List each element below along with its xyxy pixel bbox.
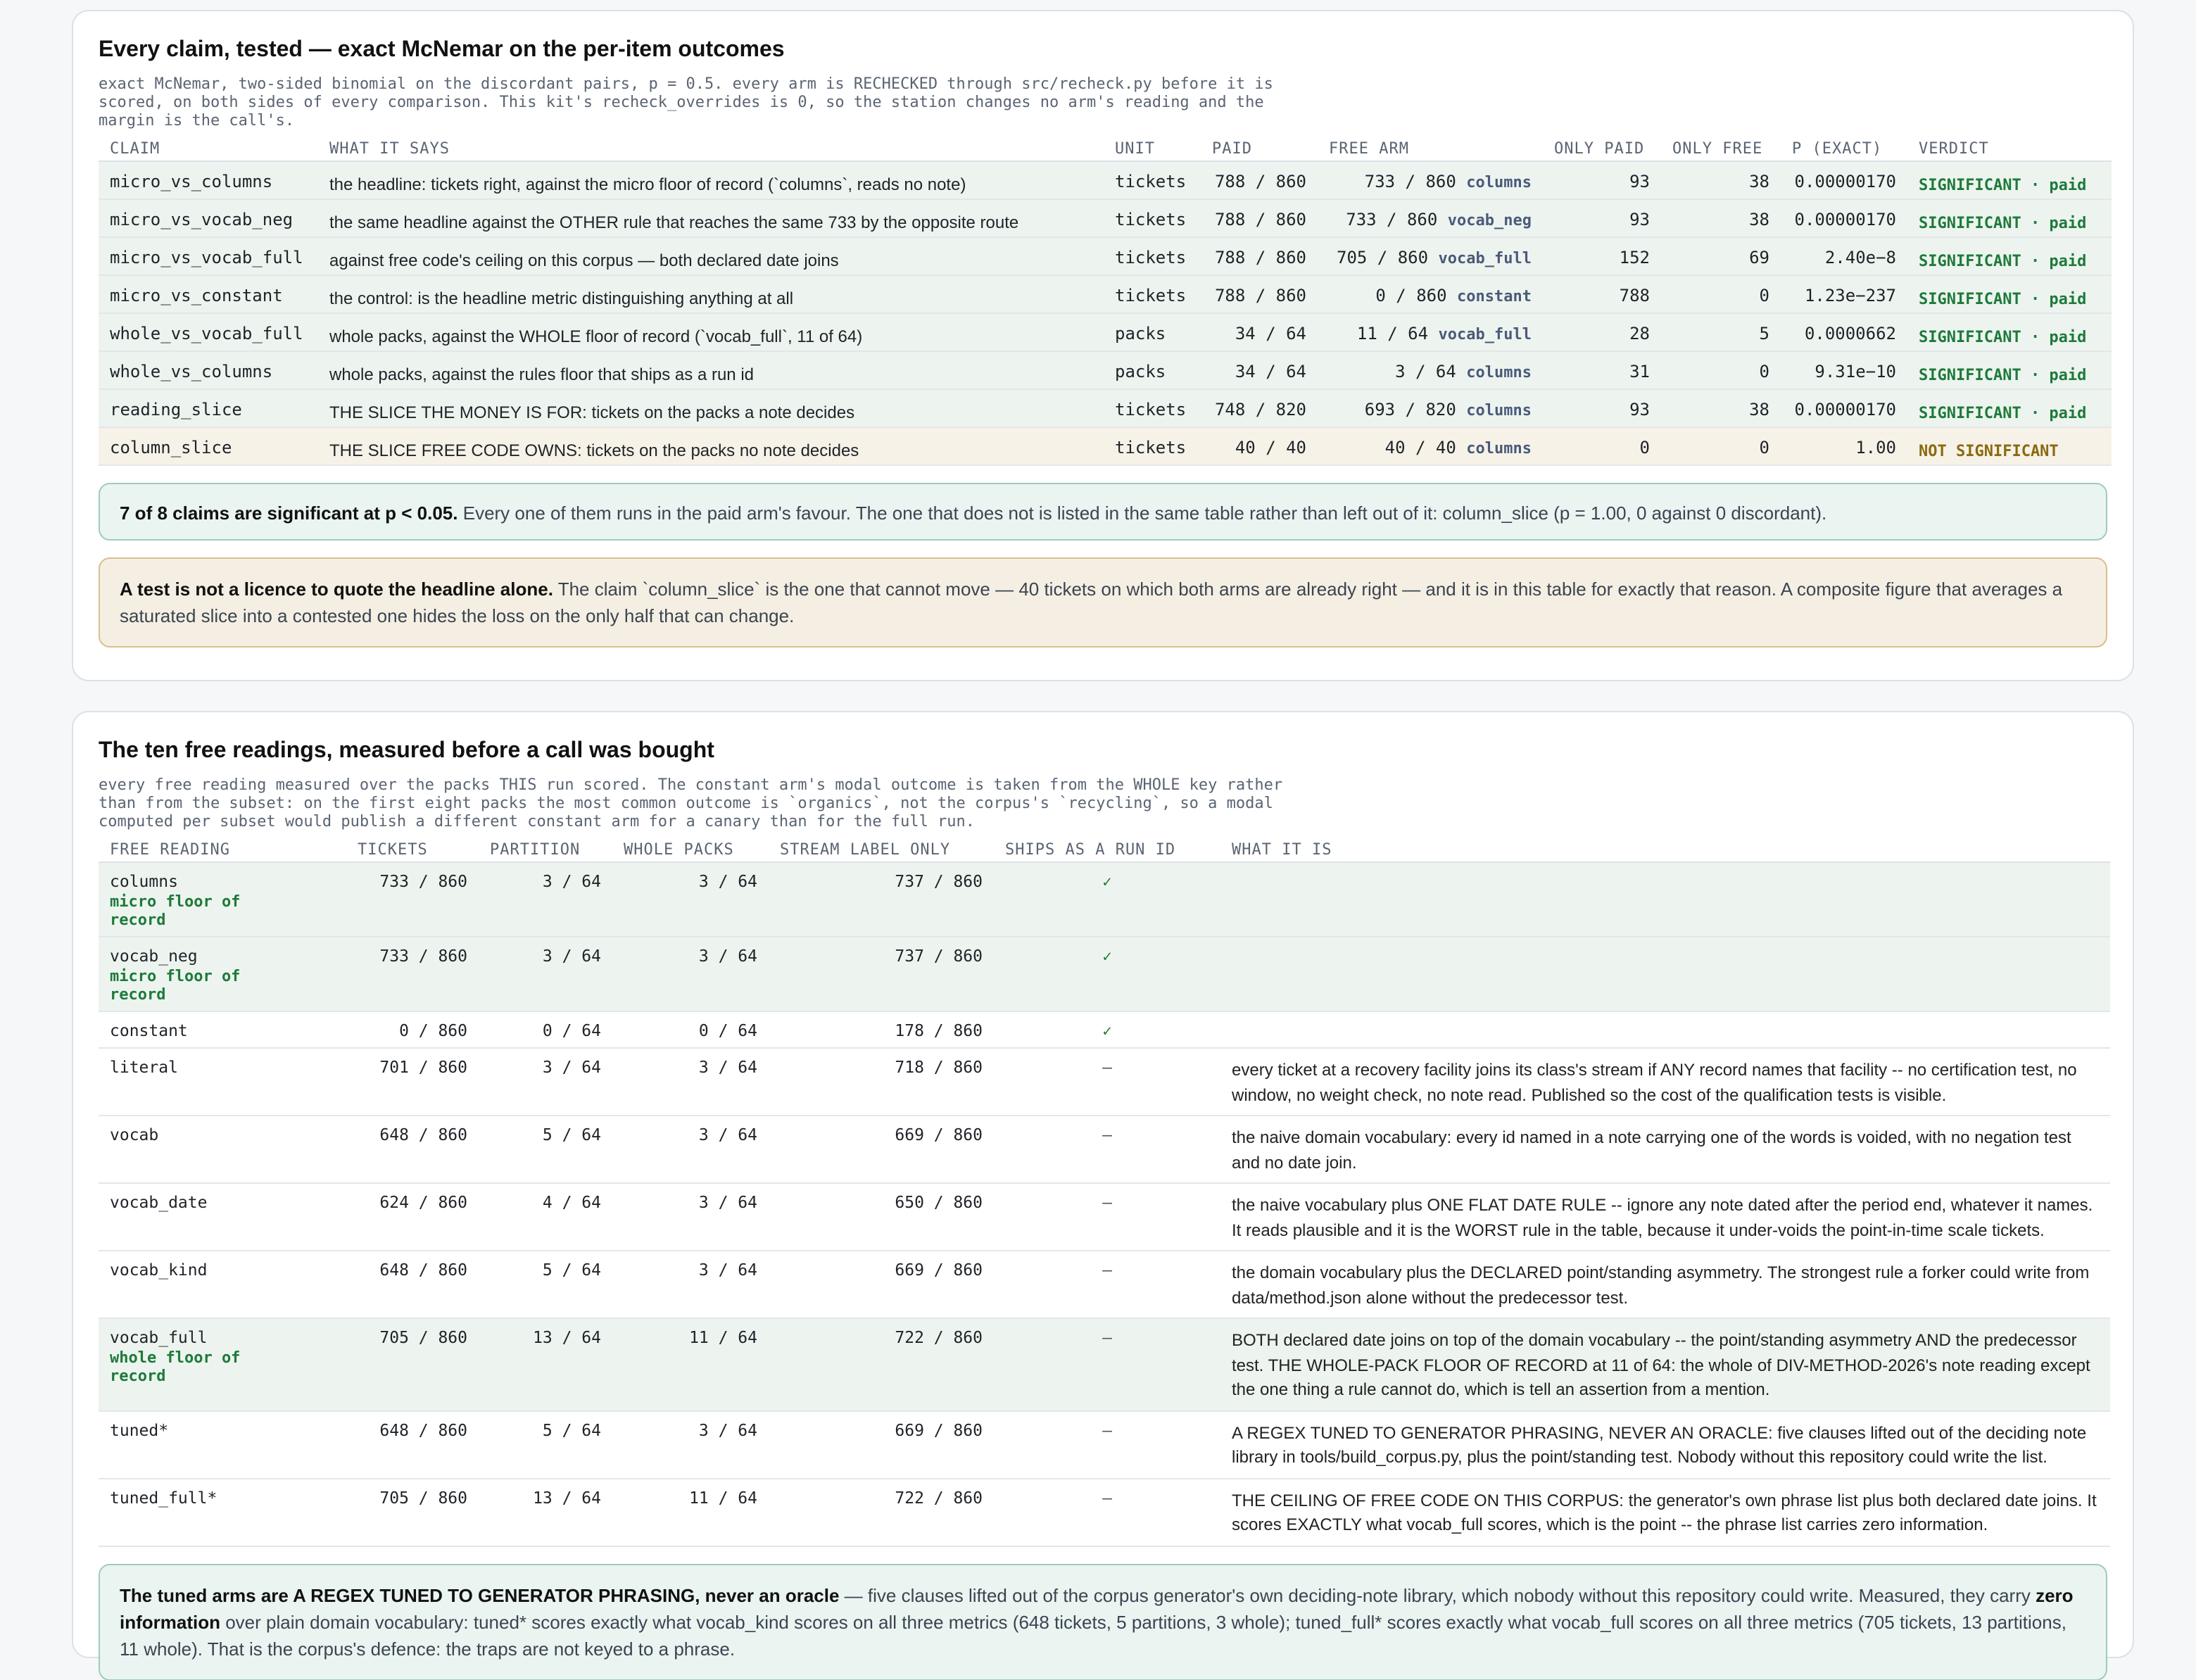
free-arm-score: 733 / 860 [1364, 172, 1456, 191]
reading-ships-as-run-id [994, 1048, 1220, 1116]
claim-p-exact: 0.0000662 [1781, 313, 1907, 351]
reading-row [99, 1183, 2110, 1251]
reading-description: the naive vocabulary plus ONE FLAT DATE RULE -- ignore any note dated after the period end, whatever it names. It reads plausible and it is the WORST rule in the table, because it under-voids the point-in-time scale tickets. [1220, 1183, 2110, 1251]
claim-free-arm [1318, 199, 1543, 237]
reading-name-cell [99, 937, 310, 1011]
claim-verdict [1907, 199, 2112, 237]
summary-text: Every one of them runs in the paid arm's favour. The one that does not is listed in the same table rather than left out of it: column_slice (p = 1.00, 0 against 0 discordant). [458, 503, 1827, 524]
claim-only-free: 38 [1661, 389, 1781, 427]
free-arm-name: columns [1466, 173, 1532, 191]
claims-header-row [99, 135, 2112, 161]
claim-what-it-says: THE SLICE THE MONEY IS FOR: tickets on the packs a note decides [318, 389, 1104, 427]
free-arm-score: 733 / 860 [1346, 210, 1438, 229]
claim-name: micro_vs_constant [99, 275, 318, 313]
readings-subtitle: every free reading measured over the packs THIS run scored. The constant arm's modal outcome is taken from the WHOLE key rather than from the subset: on the first eight packs the most common outcome is `organics`, not the corpus's `recycling`, so a modal computed per subset would publish a different constant arm for a canary than for the full run. [99, 776, 1283, 830]
reading-description [1220, 1011, 2110, 1048]
reading-stream-label: 669 / 860 [769, 1410, 994, 1478]
claim-free-arm [1318, 389, 1543, 427]
reading-stream-label: 718 / 860 [769, 1048, 994, 1116]
reading-name-cell [99, 1011, 310, 1048]
col-stream-label-only: STREAM LABEL ONLY [769, 836, 994, 862]
col-only-free: ONLY FREE [1661, 135, 1781, 161]
reading-ships-as-run-id [994, 1478, 1220, 1546]
reading-name: vocab_neg [110, 946, 198, 966]
claim-paid: 34 / 64 [1201, 313, 1318, 351]
claim-unit: tickets [1104, 275, 1201, 313]
check-icon: ✓ [1102, 1022, 1112, 1040]
col-verdict: VERDICT [1907, 135, 2112, 161]
reading-name-cell [99, 1410, 310, 1478]
claim-only-free: 38 [1661, 199, 1781, 237]
reading-ships-as-run-id [994, 1251, 1220, 1318]
free-arm-name: columns [1466, 401, 1532, 419]
claim-only-paid: 93 [1543, 199, 1661, 237]
reading-description [1220, 862, 2110, 937]
reading-whole-packs: 3 / 64 [612, 1048, 769, 1116]
reading-stream-label: 178 / 860 [769, 1011, 994, 1048]
dash-icon: — [1102, 1487, 1112, 1507]
claim-unit: tickets [1104, 237, 1201, 275]
reading-stream-label: 722 / 860 [769, 1478, 994, 1546]
reading-partition: 13 / 64 [479, 1478, 612, 1546]
reading-tickets: 0 / 860 [310, 1011, 479, 1048]
check-icon: ✓ [1102, 947, 1112, 966]
claim-paid: 788 / 860 [1201, 199, 1318, 237]
free-arm-name: vocab_full [1438, 249, 1532, 267]
claim-row [99, 427, 2112, 465]
claim-only-paid: 93 [1543, 161, 1661, 199]
dash-icon: — [1102, 1420, 1112, 1439]
dash-icon: — [1102, 1057, 1112, 1077]
claim-verdict [1907, 389, 2112, 427]
claim-only-free: 69 [1661, 237, 1781, 275]
reading-name: vocab_full [110, 1327, 208, 1347]
reading-partition: 3 / 64 [479, 862, 612, 937]
free-arm-score: 693 / 820 [1364, 400, 1456, 419]
check-icon: ✓ [1102, 873, 1112, 891]
reading-ships-as-run-id [994, 1116, 1220, 1183]
claim-p-exact: 2.40e−8 [1781, 237, 1907, 275]
claim-name: micro_vs_vocab_full [99, 237, 318, 275]
claim-only-paid: 0 [1543, 427, 1661, 465]
reading-tickets: 733 / 860 [310, 862, 479, 937]
dash-icon: — [1102, 1192, 1112, 1212]
note-bold-2: zero information [120, 1584, 2074, 1632]
claim-verdict [1907, 161, 2112, 199]
claim-paid: 788 / 860 [1201, 161, 1318, 199]
claim-paid: 34 / 64 [1201, 351, 1318, 389]
free-arm-name: constant [1457, 287, 1532, 305]
dash-icon: — [1102, 1125, 1112, 1144]
free-arm-name: columns [1466, 439, 1532, 457]
col-whole-packs: WHOLE PACKS [612, 836, 769, 862]
readings-title: The ten free readings, measured before a call was bought [99, 739, 714, 763]
claim-name: whole_vs_vocab_full [99, 313, 318, 351]
col-free-arm: FREE ARM [1318, 135, 1543, 161]
readings-card [72, 711, 2134, 1658]
claim-p-exact: 0.00000170 [1781, 199, 1907, 237]
reading-stream-label: 669 / 860 [769, 1251, 994, 1318]
claim-what-it-says: the same headline against the OTHER rule that reaches the same 733 by the opposite route [318, 199, 1104, 237]
reading-whole-packs: 0 / 64 [612, 1011, 769, 1048]
reading-whole-packs: 3 / 64 [612, 1251, 769, 1318]
claim-what-it-says: whole packs, against the WHOLE floor of record (`vocab_full`, 11 of 64) [318, 313, 1104, 351]
reading-partition: 3 / 64 [479, 937, 612, 1011]
reading-row [99, 1048, 2110, 1116]
claim-free-arm [1318, 427, 1543, 465]
claims-card [72, 10, 2134, 681]
col-tickets: TICKETS [310, 836, 479, 862]
reading-tickets: 624 / 860 [310, 1183, 479, 1251]
reading-tickets: 648 / 860 [310, 1410, 479, 1478]
floor-of-record-label: micro floor of record [110, 892, 241, 929]
reading-whole-packs: 3 / 64 [612, 1116, 769, 1183]
verdict-badge: SIGNIFICANT · paid [1919, 176, 2087, 194]
reading-name-cell [99, 862, 310, 937]
reading-row [99, 1318, 2110, 1410]
reading-name: literal [110, 1057, 178, 1077]
claim-verdict [1907, 427, 2112, 465]
claim-only-paid: 93 [1543, 389, 1661, 427]
claim-name: column_slice [99, 427, 318, 465]
reading-name: tuned* [110, 1420, 169, 1439]
reading-ships-as-run-id [994, 937, 1220, 1011]
reading-name: vocab_kind [110, 1260, 208, 1280]
reading-whole-packs: 3 / 64 [612, 862, 769, 937]
claim-p-exact: 9.31e−10 [1781, 351, 1907, 389]
claim-paid: 40 / 40 [1201, 427, 1318, 465]
reading-partition: 13 / 64 [479, 1318, 612, 1410]
verdict-badge: SIGNIFICANT · paid [1919, 214, 2087, 232]
free-arm-score: 40 / 40 [1384, 438, 1456, 457]
floor-of-record-label: whole floor of record [110, 1349, 241, 1385]
reading-description: THE CEILING OF FREE CODE ON THIS CORPUS: the generator's own phrase list plus both declared date joins. It scores EXACTLY what vocab_full scores, which is the point -- the phrase list carries zero information. [1220, 1478, 2110, 1546]
reading-name: vocab_date [110, 1192, 208, 1212]
reading-name-cell [99, 1251, 310, 1318]
claim-verdict [1907, 351, 2112, 389]
free-arm-name: columns [1466, 363, 1532, 381]
col-ships-as-run-id: SHIPS AS A RUN ID [994, 836, 1220, 862]
claims-table [99, 135, 2112, 466]
reading-ships-as-run-id [994, 1318, 1220, 1410]
dash-icon: — [1102, 1260, 1112, 1280]
reading-partition: 3 / 64 [479, 1048, 612, 1116]
claims-title: Every claim, tested — exact McNemar on the per-item outcomes [99, 38, 785, 62]
col-what-it-is: WHAT IT IS [1220, 836, 2110, 862]
free-arm-name: vocab_full [1438, 325, 1532, 343]
reading-whole-packs: 11 / 64 [612, 1318, 769, 1410]
claim-verdict [1907, 237, 2112, 275]
dash-icon: — [1102, 1327, 1112, 1347]
reading-tickets: 648 / 860 [310, 1116, 479, 1183]
reading-ships-as-run-id [994, 1011, 1220, 1048]
col-claim: CLAIM [99, 135, 318, 161]
claim-row [99, 351, 2112, 389]
claim-row [99, 275, 2112, 313]
verdict-badge: SIGNIFICANT · paid [1919, 252, 2087, 270]
reading-name: vocab [110, 1125, 159, 1144]
reading-stream-label: 669 / 860 [769, 1116, 994, 1183]
claim-only-free: 0 [1661, 427, 1781, 465]
reading-description: the naive domain vocabulary: every id named in a note carrying one of the words is voided, with no negation test and no date join. [1220, 1116, 2110, 1183]
readings-table [99, 836, 2110, 1546]
free-arm-score: 11 / 64 [1356, 324, 1429, 343]
reading-stream-label: 737 / 860 [769, 937, 994, 1011]
reading-name-cell [99, 1183, 310, 1251]
reading-stream-label: 722 / 860 [769, 1318, 994, 1410]
summary-bold: 7 of 8 claims are significant at p < 0.05. [120, 503, 458, 524]
col-unit: UNIT [1104, 135, 1201, 161]
verdict-badge: SIGNIFICANT · paid [1919, 328, 2087, 346]
claim-only-free: 0 [1661, 275, 1781, 313]
claim-unit: tickets [1104, 161, 1201, 199]
reading-tickets: 733 / 860 [310, 937, 479, 1011]
reading-ships-as-run-id [994, 1183, 1220, 1251]
readings-header-row [99, 836, 2110, 862]
claim-what-it-says: the control: is the headline metric distinguishing anything at all [318, 275, 1104, 313]
reading-name: tuned_full* [110, 1487, 217, 1507]
claim-verdict [1907, 313, 2112, 351]
reading-whole-packs: 3 / 64 [612, 937, 769, 1011]
reading-row [99, 937, 2110, 1011]
warning-bold: A test is not a licence to quote the headline alone. [120, 579, 553, 600]
col-partition: PARTITION [479, 836, 612, 862]
claim-what-it-says: whole packs, against the rules floor that ships as a run id [318, 351, 1104, 389]
claim-only-free: 38 [1661, 161, 1781, 199]
reading-name-cell [99, 1478, 310, 1546]
reading-whole-packs: 3 / 64 [612, 1183, 769, 1251]
claim-free-arm [1318, 161, 1543, 199]
reading-description: BOTH declared date joins on top of the domain vocabulary -- the point/standing asymmetry AND the predecessor test. THE WHOLE-PACK FLOOR OF RECORD at 11 of 64: the whole of DIV-METHOD-2026's note reading except the one thing a rule cannot do, which is tell an assertion from a mention. [1220, 1318, 2110, 1410]
claim-name: reading_slice [99, 389, 318, 427]
reading-description: the domain vocabulary plus the DECLARED point/standing asymmetry. The strongest rule a forker could write from data/method.json alone without the predecessor test. [1220, 1251, 2110, 1318]
claim-unit: tickets [1104, 389, 1201, 427]
col-p-exact: P (EXACT) [1781, 135, 1907, 161]
reading-partition: 5 / 64 [479, 1116, 612, 1183]
reading-tickets: 648 / 860 [310, 1251, 479, 1318]
claim-row [99, 161, 2112, 199]
claim-paid: 788 / 860 [1201, 275, 1318, 313]
free-arm-score: 0 / 860 [1375, 286, 1447, 305]
claim-p-exact: 0.00000170 [1781, 161, 1907, 199]
claim-p-exact: 1.23e−237 [1781, 275, 1907, 313]
claim-row [99, 237, 2112, 275]
claim-row [99, 389, 2112, 427]
note-text-2: over plain domain vocabulary: tuned* scores exactly what vocab_kind scores on all three metrics (648 tickets, 5 partitions, 3 whole); tuned_full* scores exactly what vocab_full scores on all three metrics (705 tickets, 13 partitions, 11 whole). That is the corpus's defence: the traps are not keyed to a phrase. [120, 1611, 2066, 1659]
reading-whole-packs: 3 / 64 [612, 1410, 769, 1478]
claim-row [99, 199, 2112, 237]
reading-stream-label: 650 / 860 [769, 1183, 994, 1251]
floor-of-record-label: micro floor of record [110, 967, 241, 1004]
claim-what-it-says: the headline: tickets right, against the micro floor of record (`columns`, reads no note) [318, 161, 1104, 199]
claim-only-free: 0 [1661, 351, 1781, 389]
reading-name: constant [110, 1021, 188, 1040]
claim-what-it-says: against free code's ceiling on this corpus — both declared date joins [318, 237, 1104, 275]
reading-row [99, 1116, 2110, 1183]
reading-row [99, 1410, 2110, 1478]
reading-row [99, 1251, 2110, 1318]
claims-summary-callout [99, 483, 2107, 541]
reading-name-cell [99, 1318, 310, 1410]
reading-partition: 5 / 64 [479, 1251, 612, 1318]
claim-unit: tickets [1104, 427, 1201, 465]
claim-what-it-says: THE SLICE FREE CODE OWNS: tickets on the packs no note decides [318, 427, 1104, 465]
claim-free-arm [1318, 275, 1543, 313]
reading-partition: 0 / 64 [479, 1011, 612, 1048]
tuned-arms-note [99, 1563, 2107, 1680]
col-only-paid: ONLY PAID [1543, 135, 1661, 161]
reading-name: columns [110, 871, 178, 891]
claim-paid: 748 / 820 [1201, 389, 1318, 427]
claim-only-free: 5 [1661, 313, 1781, 351]
warning-text: The claim `column_slice` is the one that cannot move — 40 tickets on which both arms are already right — and it is in this table for exactly that reason. A composite figure that averages a saturated slice into a contested one hides the loss on the only half that can change. [120, 579, 2063, 626]
claims-subtitle: exact McNemar, two-sided binomial on the discordant pairs, p = 0.5. every arm is RECHECKED through src/recheck.py before it is scored, on both sides of every comparison. This kit's recheck_overrides is 0, so the station changes no arm's reading and the margin is the call's. [99, 75, 1273, 130]
reading-name-cell [99, 1116, 310, 1183]
note-bold-1: The tuned arms are A REGEX TUNED TO GENERATOR PHRASING, never an oracle [120, 1584, 840, 1605]
claims-warning-callout [99, 557, 2107, 648]
verdict-badge: SIGNIFICANT · paid [1919, 366, 2087, 384]
claim-free-arm [1318, 313, 1543, 351]
claim-only-paid: 788 [1543, 275, 1661, 313]
claim-only-paid: 31 [1543, 351, 1661, 389]
claim-only-paid: 152 [1543, 237, 1661, 275]
reading-stream-label: 737 / 860 [769, 862, 994, 937]
col-free-reading: FREE READING [99, 836, 310, 862]
claim-p-exact: 1.00 [1781, 427, 1907, 465]
col-what-it-says: WHAT IT SAYS [318, 135, 1104, 161]
note-text-1: — five clauses lifted out of the corpus generator's own deciding-note library, which nobody without this repository could write. Measured, they carry [839, 1584, 2036, 1605]
claim-unit: tickets [1104, 199, 1201, 237]
reading-row [99, 862, 2110, 937]
col-paid: PAID [1201, 135, 1318, 161]
claim-row [99, 313, 2112, 351]
claim-paid: 788 / 860 [1201, 237, 1318, 275]
verdict-badge: NOT SIGNIFICANT [1919, 442, 2059, 460]
verdict-badge: SIGNIFICANT · paid [1919, 404, 2087, 422]
claim-unit: packs [1104, 313, 1201, 351]
claim-unit: packs [1104, 351, 1201, 389]
reading-whole-packs: 11 / 64 [612, 1478, 769, 1546]
free-arm-name: vocab_neg [1447, 211, 1532, 229]
reading-tickets: 705 / 860 [310, 1478, 479, 1546]
reading-description: A REGEX TUNED TO GENERATOR PHRASING, NEVER AN ORACLE: five clauses lifted out of the deciding note library in tools/build_corpus.py, plus the point/standing test. Nobody without this repository could write the list. [1220, 1410, 2110, 1478]
free-arm-score: 3 / 64 [1395, 362, 1456, 381]
reading-partition: 4 / 64 [479, 1183, 612, 1251]
reading-ships-as-run-id [994, 862, 1220, 937]
claim-free-arm [1318, 237, 1543, 275]
free-arm-score: 705 / 860 [1337, 248, 1429, 267]
claim-free-arm [1318, 351, 1543, 389]
claim-name: whole_vs_columns [99, 351, 318, 389]
reading-name-cell [99, 1048, 310, 1116]
claim-p-exact: 0.00000170 [1781, 389, 1907, 427]
reading-description: every ticket at a recovery facility joins its class's stream if ANY record names that facility -- no certification test, no window, no weight check, no note read. Published so the cost of the qualification tests is visible. [1220, 1048, 2110, 1116]
verdict-badge: SIGNIFICANT · paid [1919, 290, 2087, 308]
reading-row [99, 1478, 2110, 1546]
reading-row [99, 1011, 2110, 1048]
claim-name: micro_vs_vocab_neg [99, 199, 318, 237]
claim-only-paid: 28 [1543, 313, 1661, 351]
reading-partition: 5 / 64 [479, 1410, 612, 1478]
claim-name: micro_vs_columns [99, 161, 318, 199]
reading-ships-as-run-id [994, 1410, 1220, 1478]
reading-tickets: 701 / 860 [310, 1048, 479, 1116]
reading-tickets: 705 / 860 [310, 1318, 479, 1410]
claim-verdict [1907, 275, 2112, 313]
reading-description [1220, 937, 2110, 1011]
